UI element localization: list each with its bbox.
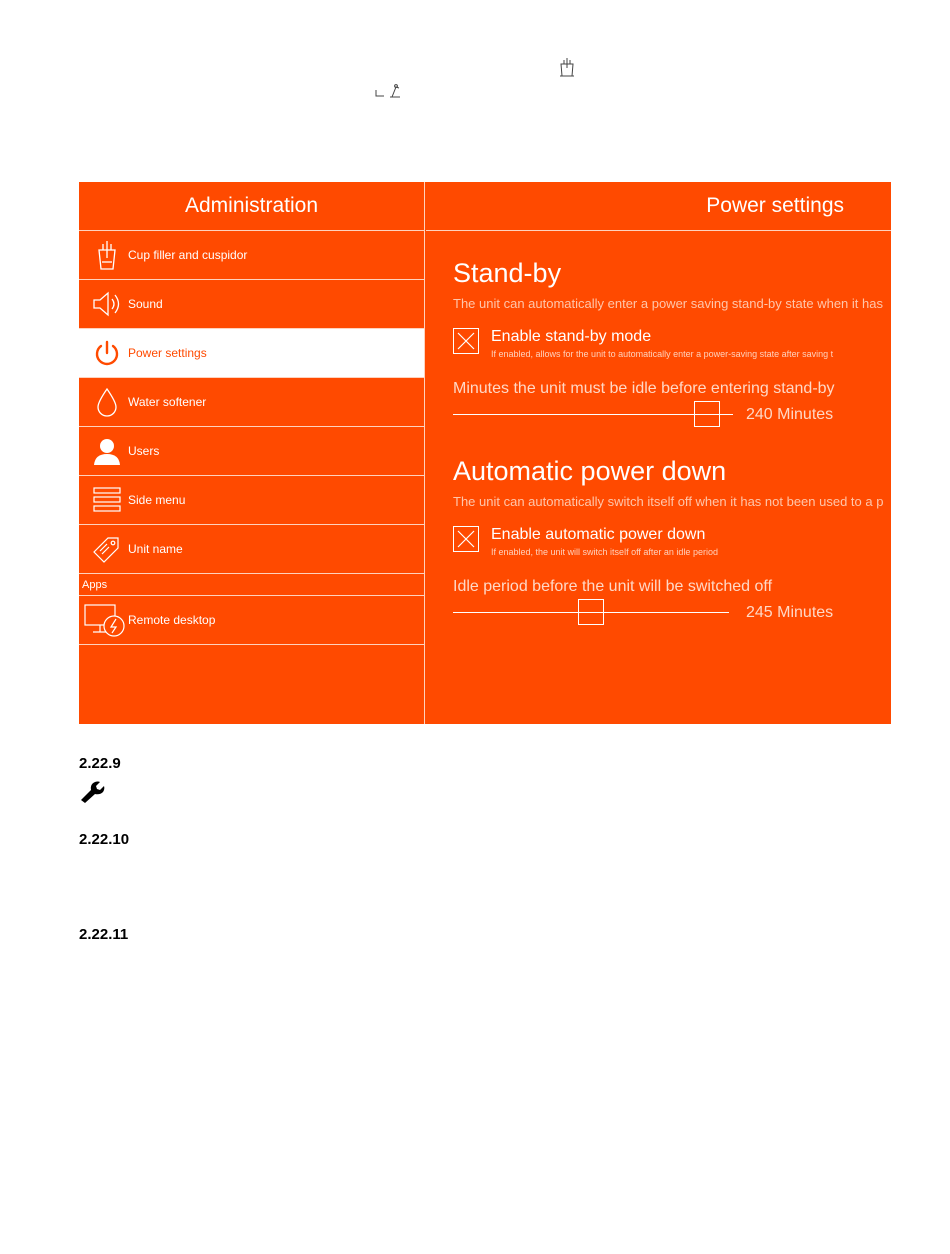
standby-slider-value: 240 Minutes: [746, 406, 834, 423]
standby-slider-label: Minutes the unit must be idle before entering stand-by: [453, 380, 835, 397]
administration-title: Administration: [79, 182, 424, 231]
speaker-icon: [87, 284, 127, 324]
section-heading-2-22-10: 2.22.10: [79, 831, 130, 848]
power-settings-title: Power settings: [426, 182, 891, 231]
menu-item-side-menu[interactable]: [79, 476, 424, 525]
menu-item-remote-desktop[interactable]: [79, 596, 424, 645]
tag-icon: [87, 529, 127, 569]
powerdown-slider-label: Idle period before the unit will be switched off: [453, 578, 773, 595]
menu-item-label: Power settings: [128, 346, 207, 360]
device-screen: [79, 182, 891, 724]
menu-item-label: Remote desktop: [128, 613, 216, 627]
menu-item-users[interactable]: [79, 427, 424, 476]
administration-menu: [79, 182, 425, 724]
standby-description: The unit can automatically enter a power saving stand-by state when it has: [453, 296, 883, 311]
menu-item-label: Users: [128, 444, 160, 458]
powerdown-slider-value: 245 Minutes: [746, 604, 834, 621]
powerdown-heading: Automatic power down: [453, 456, 727, 486]
standby-checkbox-subtext: If enabled, allows for the unit to automatically enter a power-saving state after saving t: [491, 349, 834, 359]
standby-checkbox-row: [453, 328, 833, 359]
power-settings-panel: [426, 182, 891, 724]
menu-item-label: Cup filler and cuspidor: [128, 248, 248, 262]
wrench-icon: [79, 779, 105, 808]
menu-item-label: Sound: [128, 297, 163, 311]
menu-item-cup-filler[interactable]: [79, 231, 424, 280]
powerdown-checkbox-subtext: If enabled, the unit will switch itself off after an idle period: [491, 547, 718, 557]
slider-track: [453, 414, 733, 415]
menu-item-label: Water softener: [128, 395, 207, 409]
cup-filler-small-icon: [558, 56, 576, 83]
menu-item-sound[interactable]: [79, 280, 424, 329]
checkmark-x-icon: [455, 528, 477, 550]
power-icon: [87, 333, 127, 373]
slider-thumb[interactable]: [578, 599, 604, 625]
checkmark-x-icon: [455, 330, 477, 352]
powerdown-checkbox[interactable]: [453, 526, 479, 552]
water-drop-icon: [87, 382, 127, 422]
menu-item-power-settings[interactable]: [79, 329, 424, 378]
remote-desktop-icon: [82, 600, 127, 640]
section-heading-2-22-11: 2.22.11: [79, 926, 129, 943]
cup-filler-icon: [87, 235, 127, 275]
section-heading-2-22-9: 2.22.9: [79, 755, 121, 772]
menu-item-water-softener[interactable]: [79, 378, 424, 427]
powerdown-checkbox-label: Enable automatic power down: [491, 526, 706, 543]
standby-heading: Stand-by: [453, 258, 562, 288]
standby-checkbox-label: Enable stand-by mode: [491, 328, 652, 345]
menu-item-label: Unit name: [128, 542, 183, 556]
powerdown-idle-slider[interactable]: [453, 599, 729, 627]
menu-item-label: Side menu: [128, 493, 186, 507]
apps-section-label: Apps: [79, 574, 424, 596]
powerdown-description: The unit can automatically switch itself off when it has not been used to a p: [453, 494, 884, 509]
side-menu-icon: [87, 480, 127, 520]
user-icon: [87, 431, 127, 471]
standby-idle-slider[interactable]: [453, 401, 733, 429]
powerdown-checkbox-row: [453, 526, 718, 557]
slider-thumb[interactable]: [694, 401, 720, 427]
menu-item-unit-name[interactable]: [79, 525, 424, 574]
standby-checkbox[interactable]: [453, 328, 479, 354]
chair-small-icon: [374, 84, 402, 105]
